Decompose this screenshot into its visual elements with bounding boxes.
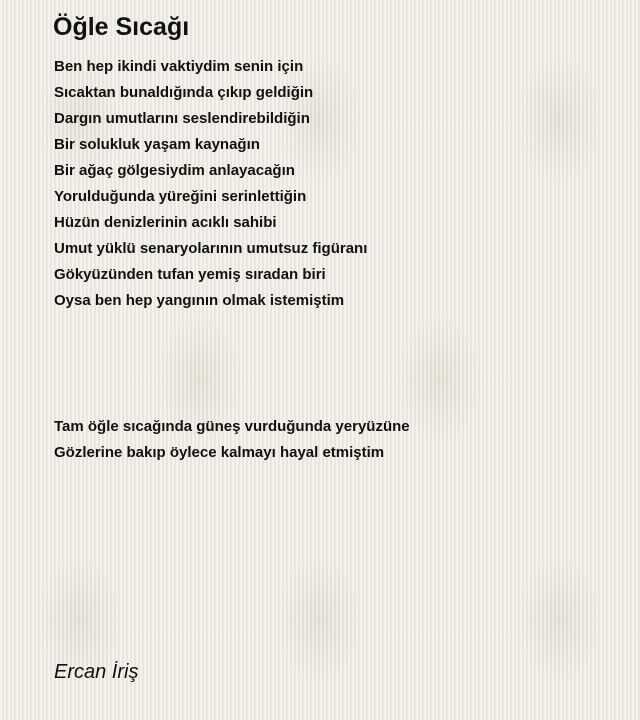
poem-title: Öğle Sıcağı — [53, 13, 190, 41]
poem-line: Gözlerine bakıp öylece kalmayı hayal etmiştim — [54, 444, 385, 461]
poem-line: Bir ağaç gölgesiydim anlayacağın — [54, 162, 295, 179]
poem-line: Dargın umutlarını seslendirebildiğin — [54, 110, 310, 127]
poem-line: Tam öğle sıcağında güneş vurduğunda yeryüzüne — [54, 418, 410, 435]
poem-line: Sıcaktan bunaldığında çıkıp geldiğin — [54, 84, 314, 101]
poem-line: Umut yüklü senaryolarının umutsuz figüranı — [54, 240, 368, 257]
poem-line: Bir solukluk yaşam kaynağın — [54, 136, 260, 153]
poem-stanza-1 — [54, 54, 367, 314]
poem-line: Yorulduğunda yüreğini serinlettiğin — [54, 188, 307, 205]
poem-line: Ben hep ikindi vaktiydim senin için — [54, 58, 304, 75]
poem-line: Oysa ben hep yangının olmak istemiştim — [54, 292, 345, 309]
poem-author: Ercan İriş — [54, 661, 139, 683]
poem-line: Hüzün denizlerinin acıklı sahibi — [54, 214, 277, 231]
poem-line: Gökyüzünden tufan yemiş sıradan biri — [54, 266, 326, 283]
poem-stanza-2 — [54, 414, 410, 466]
